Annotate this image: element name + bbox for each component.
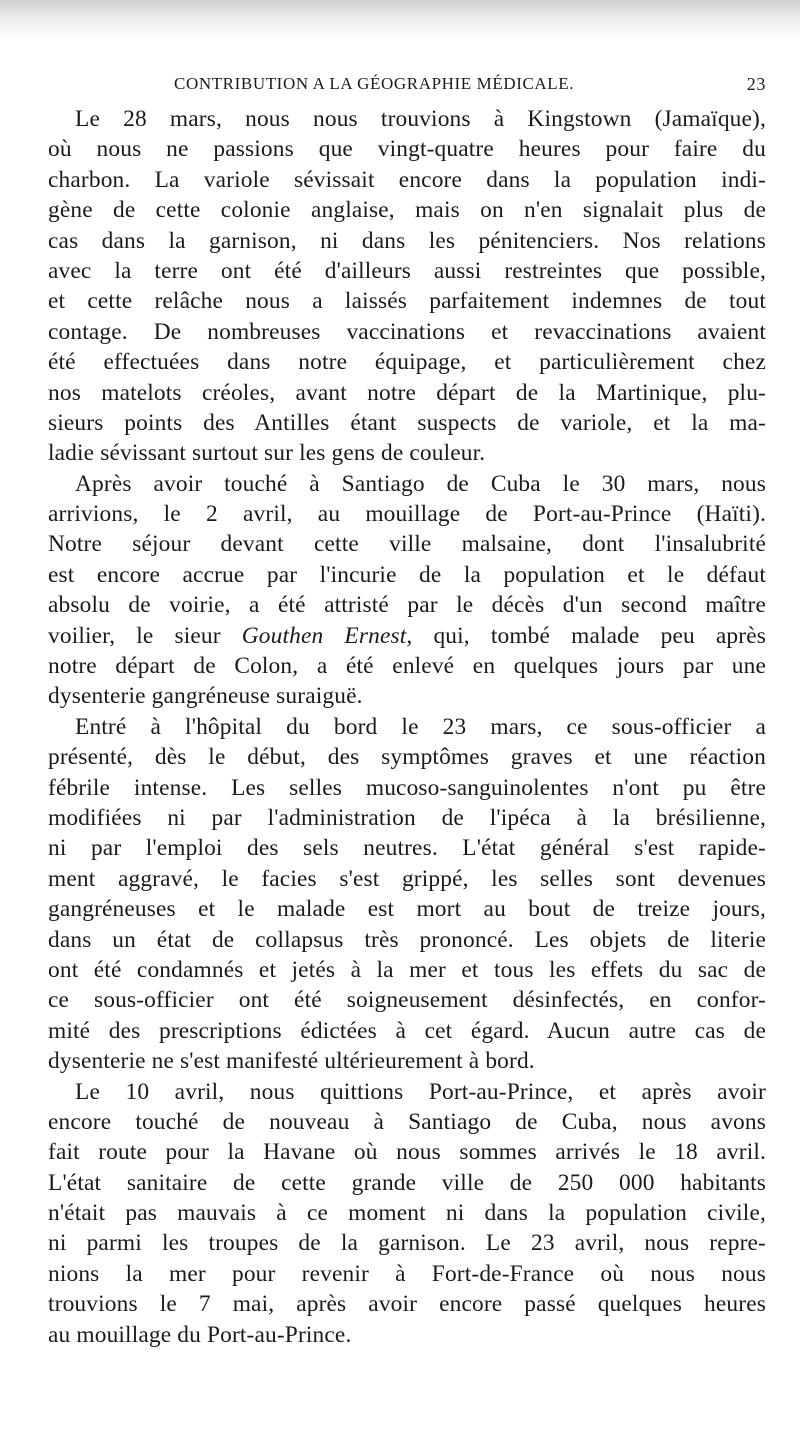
text-line: avec la terre ont été d'ailleurs aussi restreintes que possible, [48,257,766,284]
text-line: Après avoir touché à Santiago de Cuba le 30 mars, nous [75,470,766,497]
text-line: et cette relâche nous a laissés parfaitement indemnes de tout [48,288,766,315]
text-line: notre départ de Colon, a été enlevé en quelques jours par une [48,653,766,680]
text-line: fébrile intense. Les selles mucoso-sanguinolentes n'ont pu être [48,774,766,801]
book-page [48,68,766,1350]
text-line-with-name [48,621,766,651]
text-line: Le 10 avril, nous quittions Port-au-Prince, et après avoir [75,1078,766,1105]
running-head [48,68,766,102]
page-number: 23 [746,74,766,94]
text-line: au mouillage du Port-au-Prince. [48,1321,352,1348]
text-line: ladie sévissant surtout sur les gens de couleur. [48,440,486,467]
paragraph-port-au-prince [48,469,766,712]
text-line: arrivions, le 2 avril, au mouillage de Port-au-Prince (Haïti). [48,501,766,528]
text-line: cas dans la garnison, ni dans les pénitenciers. Nos relations [48,227,766,254]
text-line: nions la mer pour revenir à Fort-de-France où nous nous [48,1260,766,1287]
text-line: L'état sanitaire de cette grande ville de 250 000 habitants [48,1169,766,1196]
text-line: encore touché de nouveau à Santiago de Cuba, nous avons [48,1108,766,1135]
text-line: ce sous-officier ont été soigneusement désinfectés, en confor- [48,987,766,1014]
text-line: absolu de voirie, a été attristé par le décès d'un second maître [48,592,766,619]
text-line: où nous ne passions que vingt-quatre heures pour faire du [48,136,766,163]
text-line: Notre séjour devant cette ville malsaine, dont l'insalubrité [48,531,766,558]
page-top-shadow [0,0,800,40]
name-line-suffix: , qui, tombé malade peu après [406,622,766,649]
text-line: modifiées ni par l'administration de l'ipéca à la brésilienne, [48,804,766,831]
text-line: Le 28 mars, nous nous trouvions à Kingstown (Jamaïque), [75,106,766,132]
text-line: gangréneuses et le malade est mort au bout de treize jours, [48,896,766,923]
text-line: dans un état de collapsus très prononcé. Les objets de literie [48,926,766,953]
text-line: dysenterie gangréneuse suraiguë. [48,683,363,710]
text-line: ni parmi les troupes de la garnison. Le 23 avril, nous repre- [48,1230,766,1257]
text-line: dysenterie ne s'est manifesté ultérieurement à bord. [48,1048,535,1075]
text-line: n'était pas mauvais à ce moment ni dans la population civile, [48,1200,766,1227]
name-line-prefix: voilier, le sieur [48,622,242,649]
text-line: été effectuées dans notre équipage, et particulièrement chez [48,349,766,376]
text-line: ment aggravé, le facies s'est grippé, les selles sont devenues [48,865,766,892]
text-line: présenté, dès le début, des symptômes graves et une réaction [48,744,766,771]
body-text [48,104,766,1350]
text-line: mité des prescriptions édictées à cet égard. Aucun autre cas de [48,1017,766,1044]
text-line: ont été condamnés et jetés à la mer et tous les effets du sac de [48,956,766,983]
paragraph-hospital [48,712,766,1077]
text-line: sieurs points des Antilles étant suspects de variole, et la ma- [48,409,766,436]
person-name: Gouthen Ernest [241,622,407,649]
text-line: charbon. La variole sévissait encore dans la population indi- [48,166,766,193]
text-line: contage. De nombreuses vaccinations et revaccinations avaient [48,318,766,345]
text-line: ni par l'emploi des sels neutres. L'état général s'est rapide- [48,835,766,862]
text-line: trouvions le 7 mai, après avoir encore passé quelques heures [48,1291,766,1318]
text-line: nos matelots créoles, avant notre départ de la Martinique, plu- [48,379,766,406]
paragraph-kingstown [48,104,766,469]
text-line: fait route pour la Havane où nous sommes arrivés le 18 avril. [48,1139,766,1166]
running-title: CONTRIBUTION A LA GÉOGRAPHIE MÉDICALE. [174,74,575,93]
text-line: gène de cette colonie anglaise, mais on n'en signalait plus de [48,197,766,224]
paragraph-havane [48,1077,766,1351]
text-line: Entré à l'hôpital du bord le 23 mars, ce sous-officier a [75,713,766,740]
text-line: est encore accrue par l'incurie de la population et le défaut [48,561,766,588]
